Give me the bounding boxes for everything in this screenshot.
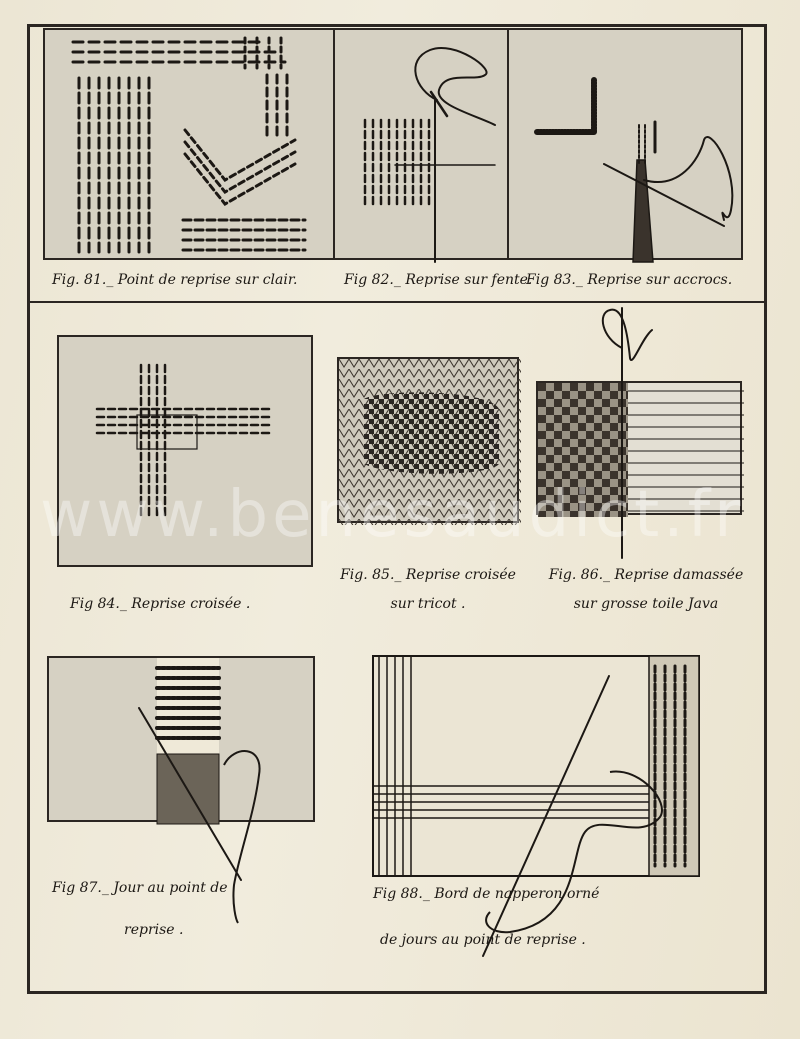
fig86-needle-thread — [592, 308, 652, 568]
fig82-caption: Fig 82._ Reprise sur fente. — [344, 272, 533, 288]
fig82-stitches — [335, 30, 511, 262]
fig85-knit-darn — [339, 359, 521, 525]
fig84-illustration — [57, 335, 313, 567]
fig83-caption: Fig 83._ Reprise sur accrocs. — [526, 272, 733, 288]
top-band-rule — [30, 301, 764, 303]
fig83-illustration — [507, 28, 743, 260]
fig82-illustration — [333, 28, 509, 260]
fig81-caption: Fig. 81._ Point de reprise sur clair. — [52, 272, 298, 288]
fig81-illustration — [43, 28, 335, 260]
fig87-thread — [214, 745, 274, 925]
fig85-illustration — [337, 357, 519, 523]
fig85-caption-line2: sur tricot . — [390, 596, 466, 612]
fig88-thread — [470, 772, 730, 932]
fig86-caption-line2: sur grosse toile Java — [573, 596, 719, 612]
fig85-caption-line1: Fig. 85._ Reprise croisée — [340, 567, 516, 583]
fig87-caption-line1: Fig 87._ Jour au point de — [52, 880, 228, 896]
fig88-caption-line2: de jours au point de reprise . — [380, 932, 586, 948]
fig87-caption-line2: reprise . — [124, 922, 184, 938]
fig87-illustration — [47, 656, 315, 822]
fig83-stitches — [509, 30, 745, 262]
fig81-stitches — [45, 30, 337, 262]
fig88-caption-line1: Fig 88._ Bord de napperon orné — [373, 886, 600, 902]
fig87-stitches — [49, 658, 317, 824]
fig84-stitches — [59, 337, 315, 569]
fig86-caption-line1: Fig. 86._ Reprise damassée — [548, 567, 744, 583]
watermark: www.benesaudict.fr — [40, 478, 745, 552]
fig84-caption: Fig 84._ Reprise croisée . — [70, 596, 251, 612]
